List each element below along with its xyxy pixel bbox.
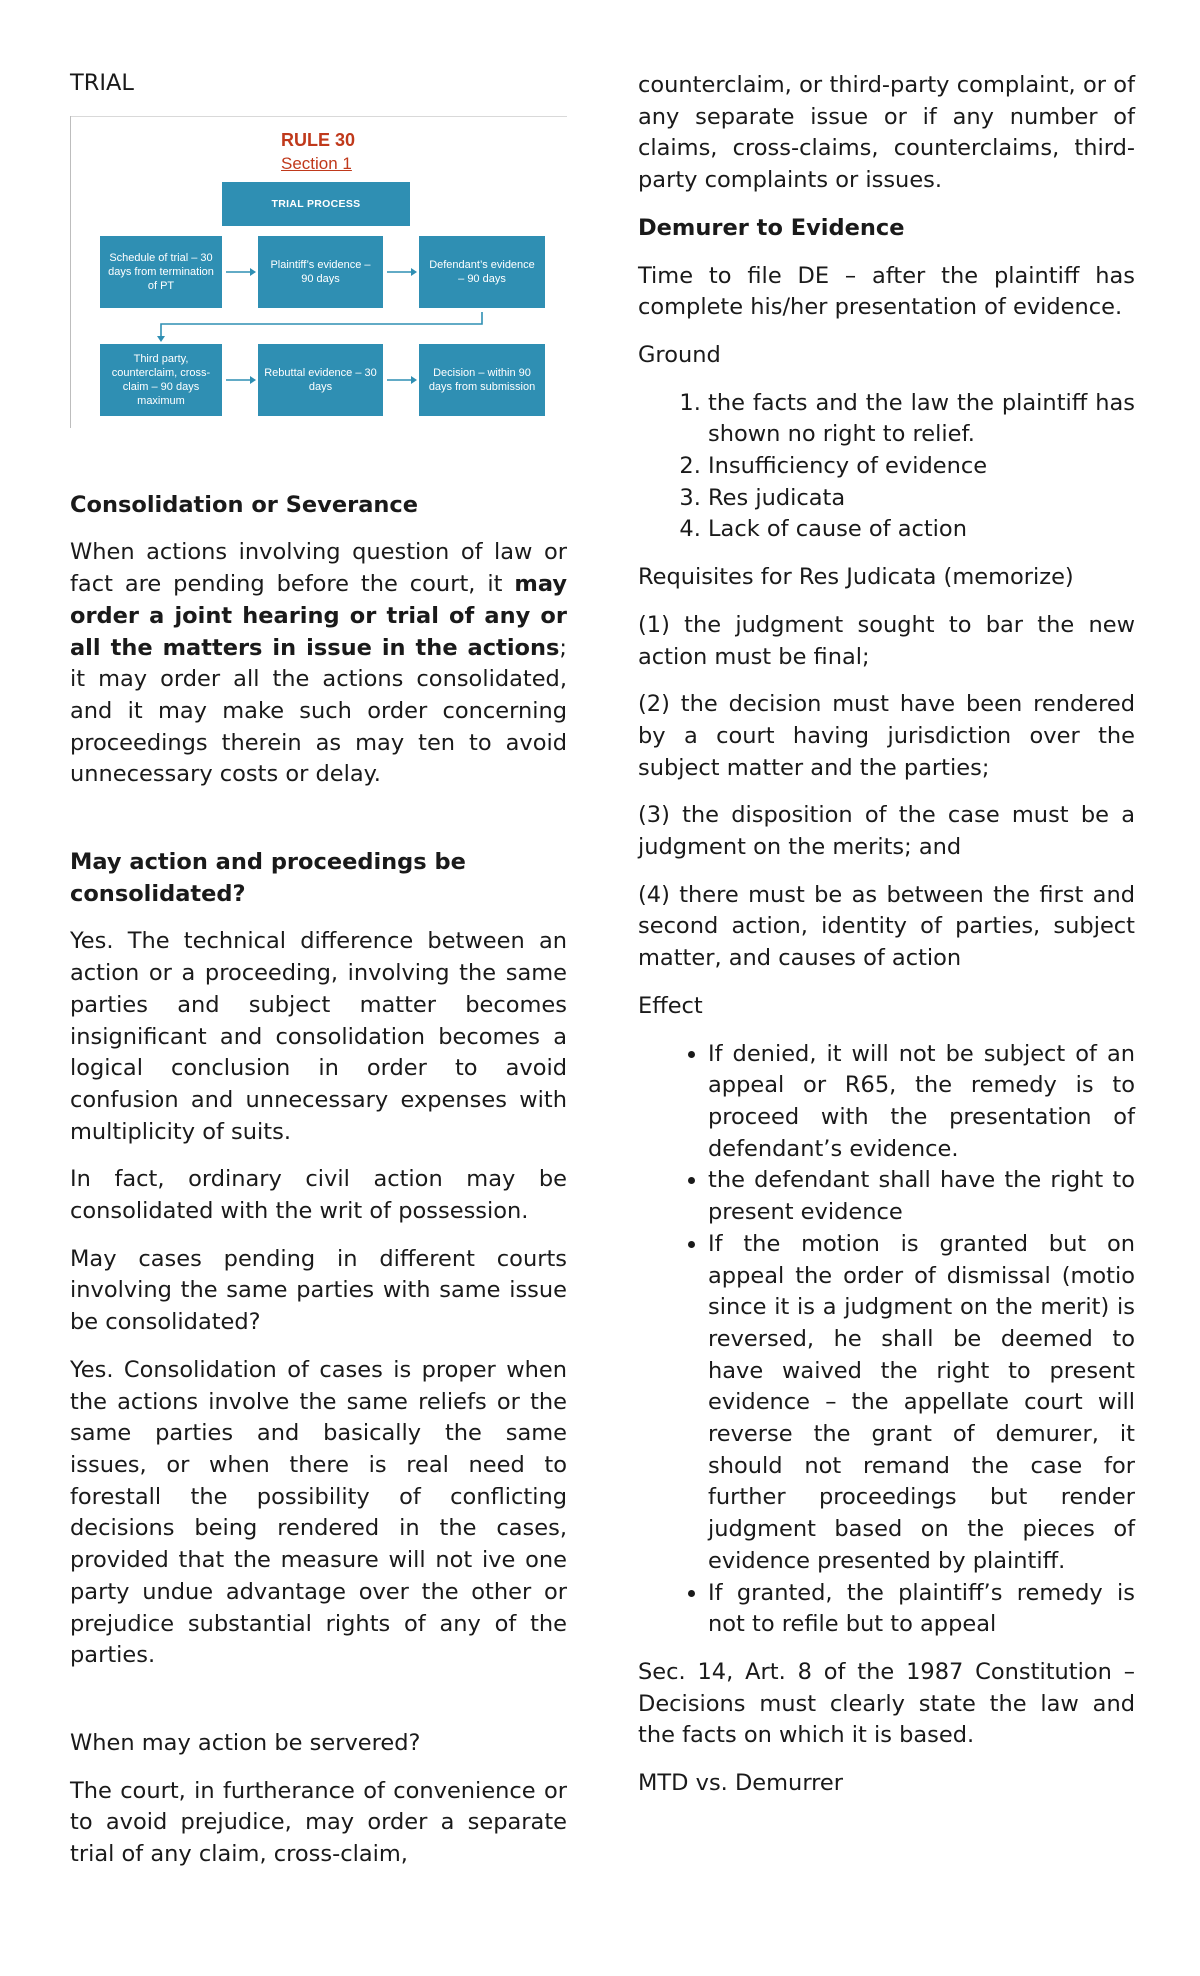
paragraph-text: When actions involving question of law or fact are pending before the court, it [70,539,567,598]
paragraph-technical-difference: Yes. The technical difference between an action or a proceeding, involving the same parties and subject matter becomes insignificant and consolidation becomes a logical conclusion in order to avoid confusion and unnecessary expenses with multiplicity of suits. [70,928,567,1145]
requisite-4: (4) there must be as between the first and second action, identity of parties, subject matter, and causes of action [638,881,1135,972]
label-requisites: Requisites for Res Judicata (memorize) [638,564,1074,591]
paragraph-bold-text: may order a joint hearing or trial of any or all the matters in issue in the actions [70,571,567,661]
list-item: 1. the facts and the law the plaintiff has shown no right to relief. [708,388,1135,451]
list-item: 2. Insufficiency of evidence [708,451,1135,483]
diagram-step-schedule: Schedule of trial – 30 days from termination of PT [100,236,222,308]
list-item: 3. Res judicata [708,483,1135,515]
paragraph-severance-question: When may action be servered? [70,1729,421,1756]
requisite-2: (2) the decision must have been rendered by a court having jurisdiction over the subject matter and the parties; [638,691,1135,781]
diagram-step-plaintiff-evidence: Plaintiff’s evidence – 90 days [258,236,383,308]
paragraph-mtd-vs-demurrer: MTD vs. Demurrer [638,1770,844,1797]
diagram-section-label: Section 1 [281,153,352,173]
paragraph-consolidation-proper: Yes. Consolidation of cases is proper when the actions involve the same reliefs or the same parties and basically the same issues, or when there is real need to forestall the possibility of conflicting decisions being rendered in the cases, provided that the measure will not ive one party undue advantage over the other or prejudice substantial rights of any of the parties. [70,1356,567,1669]
diagram-rule-title: RULE 30 [281,129,356,150]
paragraph-time-to-file: Time to file DE – after the plaintiff has complete his/her presentation of evidence. [638,262,1135,321]
diagram-step-defendant-evidence: Defendant’s evidence – 90 days [419,236,545,308]
requisite-1: (1) the judgment sought to bar the new action must be final; [638,611,1135,670]
left-column [70,68,567,1887]
heading-consolidation: Consolidation or Severance [70,491,419,518]
effects-list [638,1039,1135,1641]
diagram-header-box: TRIAL PROCESS [222,182,410,226]
paragraph-separate-trial: The court, in furtherance of convenience or to avoid prejudice, may order a separate trial of any claim, cross-claim, [70,1777,567,1868]
label-ground: Ground [638,341,721,368]
list-item: 4. Lack of cause of action [708,514,1135,546]
paragraph-constitution: Sec. 14, Art. 8 of the 1987 Constitution – Decisions must clearly state the law and the facts on which it is based. [638,1658,1135,1749]
paragraph-consolidation [70,537,567,791]
paragraph-continuation: counterclaim, or third-party complaint, or of any separate issue or if any number of claims, cross-claims, counterclaims, third-party complaints or issues. [638,72,1135,194]
diagram-step-third-party: Third party, counterclaim, cross-claim – 90 days maximum [100,344,222,416]
list-item: • If denied, it will not be subject of an appeal or R65, the remedy is to proceed with the presentation of defendant’s evidence. [708,1039,1135,1166]
paragraph-writ-of-possession: In fact, ordinary civil action may be consolidated with the writ of possession. [70,1166,567,1225]
trial-process-diagram [70,116,567,428]
list-item: • the defendant shall have the right to present evidence [708,1165,1135,1228]
list-item: • If the motion is granted but on appeal the order of dismissal (motio since it is a judgment on the merit) is reversed, he shall be deemed to have waived the right to present evidence – the appellate court will reverse the grant of demurer, it should not remand the case for further proceedings but render judgment based on the pieces of evidence presented by plaintiff. [708,1229,1135,1578]
diagram-step-rebuttal: Rebuttal evidence – 30 days [258,344,383,416]
grounds-list [638,388,1135,547]
section-title: TRIAL [70,70,134,96]
requisite-3: (3) the disposition of the case must be a judgment on the merits; and [638,802,1135,861]
heading-demurrer: Demurer to Evidence [638,214,905,241]
arrow-3-4 [161,312,482,338]
heading-may-consolidate: May action and proceedings be consolidated? [70,849,466,907]
paragraph-different-courts-question: May cases pending in different courts involving the same parties with same issue be consolidated? [70,1245,567,1336]
label-effect: Effect [638,992,703,1019]
diagram-arrows [70,116,567,428]
diagram-step-decision: Decision – within 90 days from submission [419,344,545,416]
list-item: • If granted, the plaintiff’s remedy is not to refile but to appeal [708,1578,1135,1641]
right-column [638,70,1135,1816]
paragraph-text: ; it may order all the actions consolidated, and it may make such order concerning proceedings therein as may ten to avoid unnecessary costs or delay. [70,634,567,788]
